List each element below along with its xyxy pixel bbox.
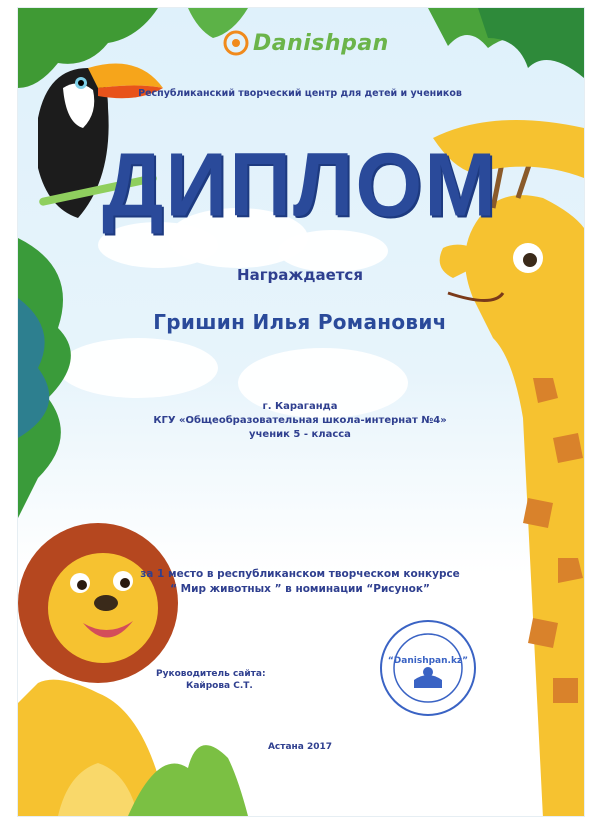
official-stamp xyxy=(378,618,478,718)
city-year: Астана 2017 xyxy=(267,742,333,752)
signature-name: Кайрова С.Т. xyxy=(186,681,253,691)
awarded-label: Награждается xyxy=(237,266,363,284)
award-reason xyxy=(18,567,584,597)
signature-role: Руководитель сайта: xyxy=(156,669,266,679)
bottom-foliage-art xyxy=(128,708,248,816)
organization-header: Республиканский творческий центр для детей и учеников xyxy=(138,88,462,99)
reason-line-1: за 1 место в республиканском творческом конкурсе xyxy=(140,568,460,580)
sun-spiral-icon xyxy=(223,30,249,56)
reason-line-2: “ Мир животных ” в номинации “Рисунок” xyxy=(170,583,430,595)
danishpan-logo xyxy=(223,26,443,60)
recipient-name: Гришин Илья Романович xyxy=(153,310,447,334)
diploma-page xyxy=(18,8,584,816)
grade-line: ученик 5 - класса xyxy=(249,429,351,440)
city-line: г. Караганда xyxy=(262,401,338,412)
diploma-title: ДИПЛОМ xyxy=(102,134,498,236)
school-line: КГУ «Общеобразовательная школа-интернат №4» xyxy=(153,415,447,426)
logo-text: Danishpan xyxy=(253,30,389,56)
stamp-seal-icon xyxy=(378,618,478,718)
stamp-text: “Danishpan.kz” xyxy=(387,656,469,666)
signature-block xyxy=(156,668,296,692)
recipient-info xyxy=(18,400,584,442)
